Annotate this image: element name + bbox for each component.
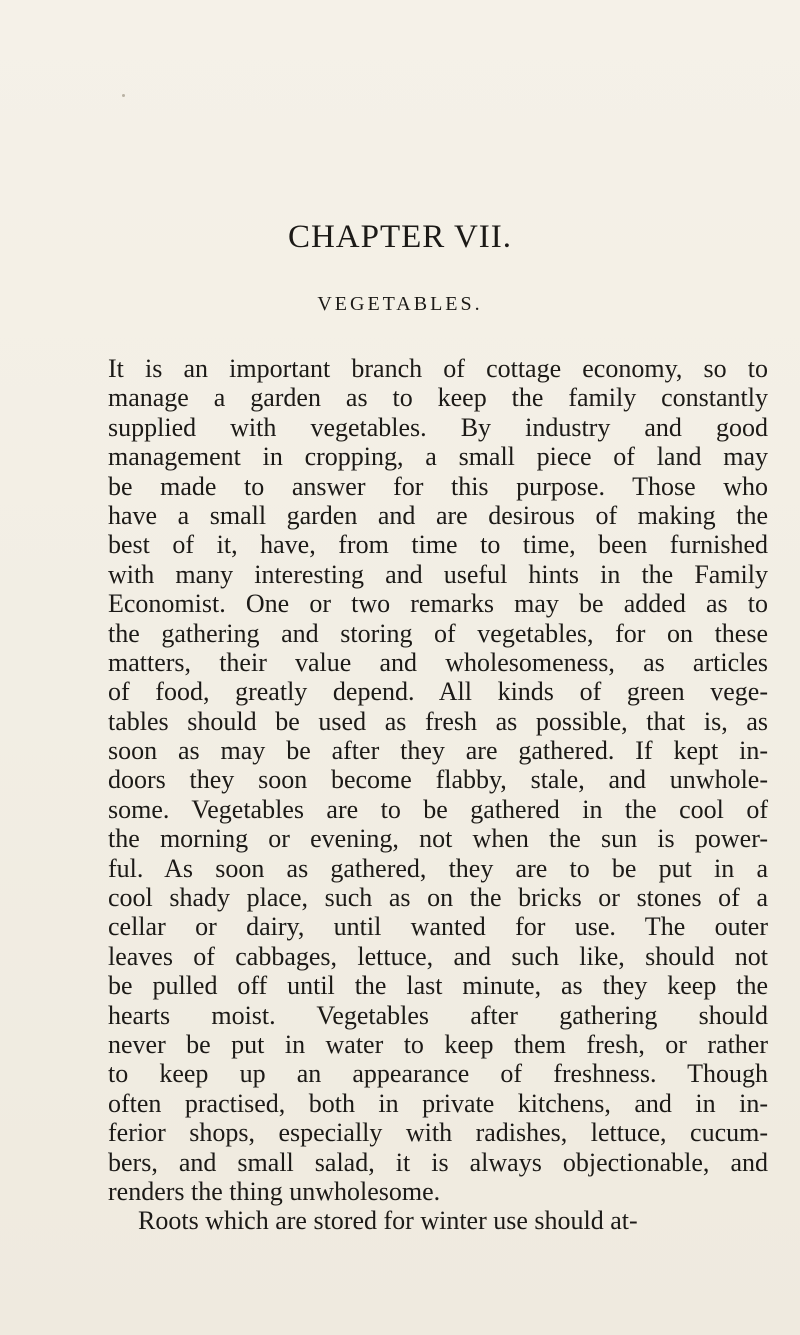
text-line: of food, greatly depend. All kinds of green vege- xyxy=(108,677,768,707)
text-line: manage a garden as to keep the family constantly xyxy=(108,383,768,413)
text-line: some. Vegetables are to be gathered in the cool of xyxy=(108,794,768,824)
text-line: the morning or evening, not when the sun is power- xyxy=(108,824,768,854)
text-line: soon as may be after they are gathered. If kept in- xyxy=(108,736,768,766)
text-line: management in cropping, a small piece of land may xyxy=(108,442,768,472)
text-line: It is an important branch of cottage economy, so to xyxy=(108,354,768,383)
text-line: have a small garden and are desirous of making the xyxy=(108,500,768,530)
text-line: matters, their value and wholesomeness, as articles xyxy=(108,647,768,677)
text-line: the gathering and storing of vegetables, for on these xyxy=(108,618,768,648)
text-line: doors they soon become flabby, stale, and unwhole- xyxy=(108,765,768,795)
text-line: with many interesting and useful hints in the Family xyxy=(108,559,768,589)
section-title: VEGETABLES. xyxy=(317,293,483,315)
paper-speck xyxy=(122,94,125,97)
text-line: Economist. One or two remarks may be added as to xyxy=(108,589,768,619)
text-line: ful. As soon as gathered, they are to be put in a xyxy=(108,853,768,883)
text-line: to keep up an appearance of freshness. Though xyxy=(108,1059,768,1089)
text-line: supplied with vegetables. By industry and good xyxy=(108,412,768,442)
body-text xyxy=(108,354,768,1236)
text-line: bers, and small salad, it is always objectionable, and xyxy=(108,1147,768,1177)
text-line: cellar or dairy, until wanted for use. The outer xyxy=(108,912,768,942)
text-line: be made to answer for this purpose. Those who xyxy=(108,471,768,501)
text-line: leaves of cabbages, lettuce, and such like, should not xyxy=(108,941,768,971)
text-line: tables should be used as fresh as possible, that is, as xyxy=(108,706,768,736)
chapter-heading: CHAPTER VII. xyxy=(287,219,513,255)
text-line: best of it, have, from time to time, been furnished xyxy=(108,530,768,560)
text-line: Roots which are stored for winter use should at- xyxy=(138,1206,638,1236)
text-line: never be put in water to keep them fresh, or rather xyxy=(108,1029,768,1059)
text-line: renders the thing unwholesome. xyxy=(108,1176,441,1206)
text-line: hearts moist. Vegetables after gathering should xyxy=(108,1000,768,1030)
text-line: cool shady place, such as on the bricks or stones of a xyxy=(108,883,768,913)
text-line: be pulled off until the last minute, as they keep the xyxy=(108,971,768,1001)
text-line: often practised, both in private kitchens, and in in- xyxy=(108,1088,768,1118)
text-line: ferior shops, especially with radishes, lettuce, cucum- xyxy=(108,1118,768,1148)
